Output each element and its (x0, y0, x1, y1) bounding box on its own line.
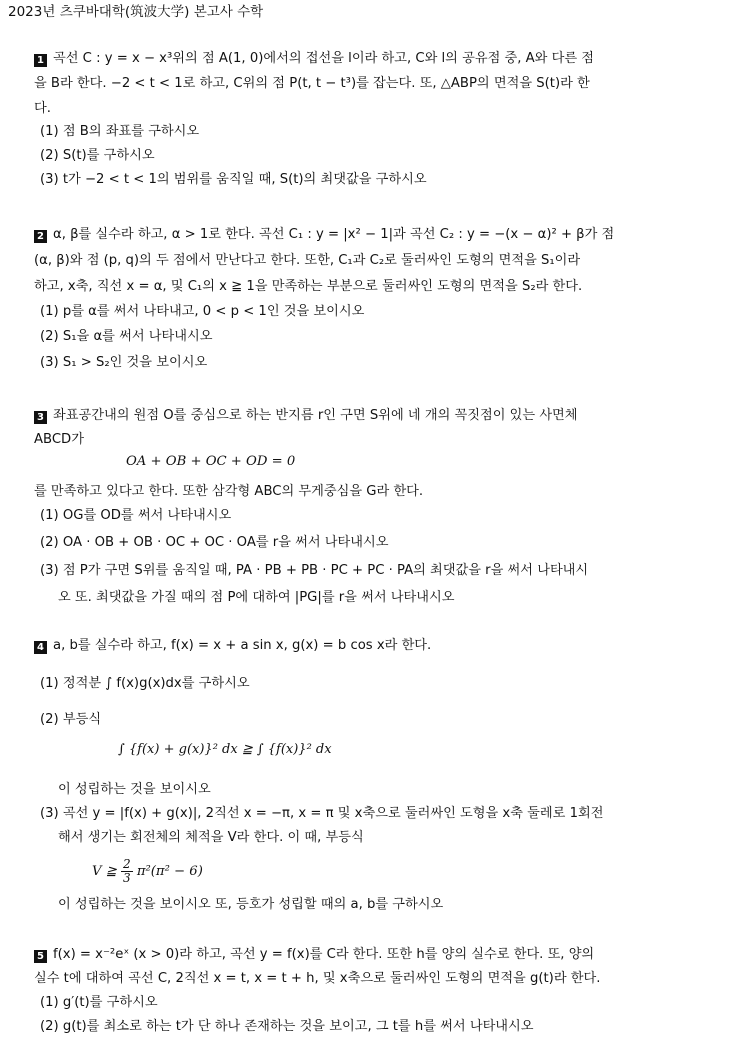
problem-1-item-3: (3) t가 −2 < t < 1의 범위를 움직일 때, S(t)의 최댓값을 구하시오 (40, 172, 427, 187)
problem-3-item-3-cont: 오 또. 최댓값을 가질 때의 점 P에 대하여 |PG|를 r을 써서 나타내시오 (58, 590, 455, 605)
problem-2-line-2: (α, β)와 점 (p, q)의 두 점에서 만난다고 한다. 또한, C₁과 C₂로 둘러싸인 도형의 면적을 S₁이라 (34, 253, 581, 268)
problem-5-number: 5 (34, 950, 47, 963)
problem-3-item-2: (2) OA · OB + OB · OC + OC · OA를 r을 써서 나타내시오 (40, 535, 389, 550)
problem-5-line-1: 5 f(x) = x⁻²eˣ (x > 0)라 하고, 곡선 y = f(x)를 C라 한다. 또한 h를 양의 실수로 한다. 또, 양의 (34, 945, 594, 965)
problem-2-line-3: 하고, x축, 직선 x = α, 및 C₁의 x ≧ 1을 만족하는 부분으로 둘러싸인 도형의 면적을 S₂라 한다. (34, 279, 583, 294)
problem-5-line-2: 실수 t에 대하여 곡선 C, 2직선 x = t, x = t + h, 및 x축으로 둘러싸인 도형의 면적을 g(t)라 한다. (34, 971, 601, 986)
problem-3-item-3: (3) 점 P가 구면 S위를 움직일 때, PA · PB + PB · PC + PC · PA의 최댓값을 r을 써서 나타내시 (40, 563, 589, 578)
problem-4-volume-inequality: V ≧ $\frac{2}{3}$ π²(π² − 6) (92, 857, 203, 885)
problem-1-line-3: 다. (34, 101, 51, 116)
problem-1-item-1: (1) 점 B의 좌표를 구하시오 (40, 124, 200, 139)
problem-4-item-1: (1) 정적분 ∫ f(x)g(x)dx를 구하시오 (40, 676, 250, 691)
problem-4-item-3: (3) 곡선 y = |f(x) + g(x)|, 2직선 x = −π, x = π 및 x축으로 둘러싸인 도형을 x축 둘레로 1회전 (40, 806, 604, 821)
problem-3-line-1: 3 좌표공간내의 원점 O를 중심으로 하는 반지름 r인 구면 S위에 네 개의 꼭짓점이 있는 사면체 (34, 406, 578, 426)
problem-4-item-3-cont: 해서 생기는 회전체의 체적을 V라 한다. 이 때, 부등식 (58, 830, 364, 845)
problem-3-line-2: ABCD가 (34, 432, 84, 447)
problem-2-item-3: (3) S₁ > S₂인 것을 보이시오 (40, 355, 208, 370)
problem-4-item-2: (2) 부등식 (40, 712, 102, 727)
problem-1-item-2: (2) S(t)를 구하시오 (40, 148, 155, 163)
page-title: 2023년 츠쿠바대학(筑波大学) 본고사 수학 (8, 4, 264, 20)
problem-4-item-3-end: 이 성립하는 것을 보이시오 또, 등호가 성립할 때의 a, b를 구하시오 (58, 897, 444, 912)
problem-1-line-2: 을 B라 한다. −2 < t < 1로 하고, C위의 점 P(t, t − t³)를 잡는다. 또, △ABP의 면적을 S(t)라 한 (34, 76, 590, 91)
problem-3-equation: OA + OB + OC + OD = 0 (126, 454, 296, 469)
fraction: $\frac{2}{3}$ (122, 857, 131, 885)
problem-5-item-1: (1) g′(t)를 구하시오 (40, 995, 158, 1010)
problem-1-number: 1 (34, 54, 47, 67)
problem-2-line-1: 2 α, β를 실수라 하고, α > 1로 한다. 곡선 C₁ : y = |x² − 1|과 곡선 C₂ : y = −(x − α)² + β가 점 (34, 225, 614, 245)
problem-1-line-1: 1 곡선 C : y = x − x³위의 점 A(1, 0)에서의 접선을 l이라 하고, C와 l의 공유점 중, A와 다른 점 (34, 49, 594, 69)
problem-2-number: 2 (34, 230, 47, 243)
problem-2-item-2: (2) S₁을 α를 써서 나타내시오 (40, 329, 213, 344)
problem-4-line-1: 4 a, b를 실수라 하고, f(x) = x + a sin x, g(x) = b cos x라 한다. (34, 636, 431, 656)
problem-2-item-1: (1) p를 α를 써서 나타내고, 0 < p < 1인 것을 보이시오 (40, 304, 365, 319)
problem-5-item-2: (2) g(t)를 최소로 하는 t가 단 하나 존재하는 것을 보이고, 그 t를 h를 써서 나타내시오 (40, 1019, 534, 1034)
problem-4-number: 4 (34, 641, 47, 654)
problem-4-inequality: ∫ {f(x) + g(x)}² dx ≧ ∫ {f(x)}² dx (118, 742, 332, 757)
problem-3-number: 3 (34, 411, 47, 424)
problem-3-statement: 를 만족하고 있다고 한다. 또한 삼각형 ABC의 무게중심을 G라 한다. (34, 484, 424, 499)
problem-4-item-2-cont: 이 성립하는 것을 보이시오 (58, 782, 211, 797)
problem-3-item-1: (1) OG를 OD를 써서 나타내시오 (40, 508, 232, 523)
